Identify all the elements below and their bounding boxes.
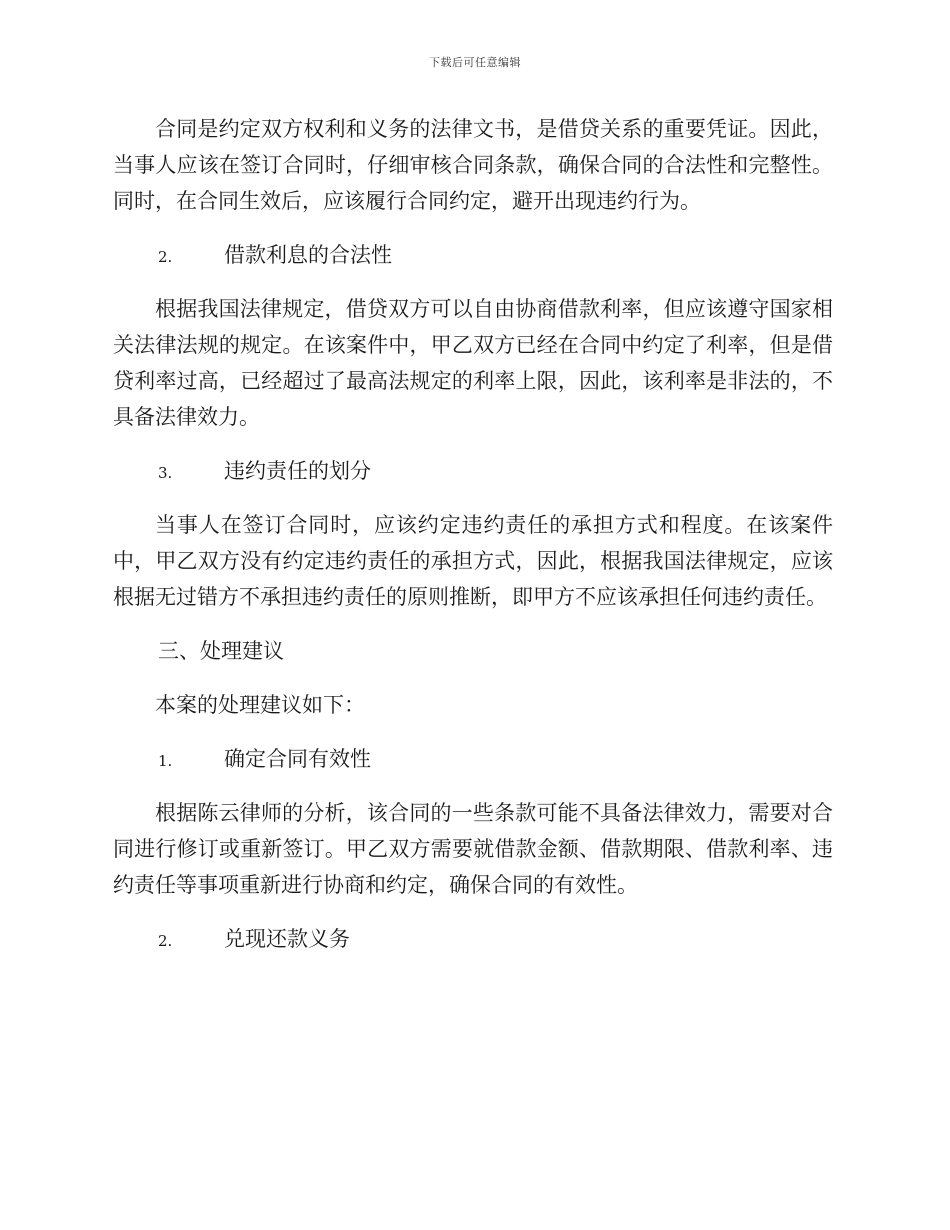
list-item-liability-division: [113, 453, 833, 489]
list-item-number: 1.: [158, 752, 173, 770]
paragraph-recommendations-intro: 本案的处理建议如下：: [155, 693, 365, 717]
paragraph-contract-revision: 根据陈云律师的分析，该合同的一些条款可能不具备法律效力，需要对合同进行修订或重新签订。甲乙双方需要就借款金额、借款期限、借款利率、违约责任等事项重新进行协商和约定，确保合同的有效性。: [113, 801, 833, 897]
list-item-title: 兑现还款义务: [224, 927, 350, 951]
list-item-title: 借款利息的合法性: [224, 243, 392, 267]
paragraph-liability: 当事人在签订合同时，应该约定违约责任的承担方式和程度。在该案件中，甲乙双方没有约定违约责任的承担方式，因此，根据我国法律规定，应该根据无过错方不承担违约责任的原则推断，即甲方不应该承担任何违约责任。: [113, 513, 833, 609]
page-header: 下载后可任意编辑: [429, 56, 521, 69]
list-item-number: 3.: [158, 464, 173, 482]
list-item-number: 2.: [158, 248, 173, 266]
paragraph-contract-review: 合同是约定双方权利和义务的法律文书，是借贷关系的重要凭证。因此，当事人应该在签订合同时，仔细审核合同条款，确保合同的合法性和完整性。同时，在合同生效后，应该履行合同约定，避开出现违约行为。: [113, 117, 833, 213]
list-item-title: 违约责任的划分: [224, 459, 371, 483]
section-heading-recommendations: 三、处理建议: [158, 639, 284, 663]
list-item-repayment-obligation: [113, 921, 833, 957]
list-item-interest-legality: [113, 237, 833, 273]
list-item-number: 2.: [158, 932, 173, 950]
paragraph-interest-rate: 根据我国法律规定，借贷双方可以自由协商借款利率，但应该遵守国家相关法律法规的规定。在该案件中，甲乙双方已经在合同中约定了利率，但是借贷利率过高，已经超过了最高法规定的利率上限，因此，该利率是非法的，不具备法律效力。: [113, 297, 833, 429]
list-item-contract-validity: [113, 741, 833, 777]
list-item-title: 确定合同有效性: [224, 747, 371, 771]
document-body: [113, 111, 833, 957]
